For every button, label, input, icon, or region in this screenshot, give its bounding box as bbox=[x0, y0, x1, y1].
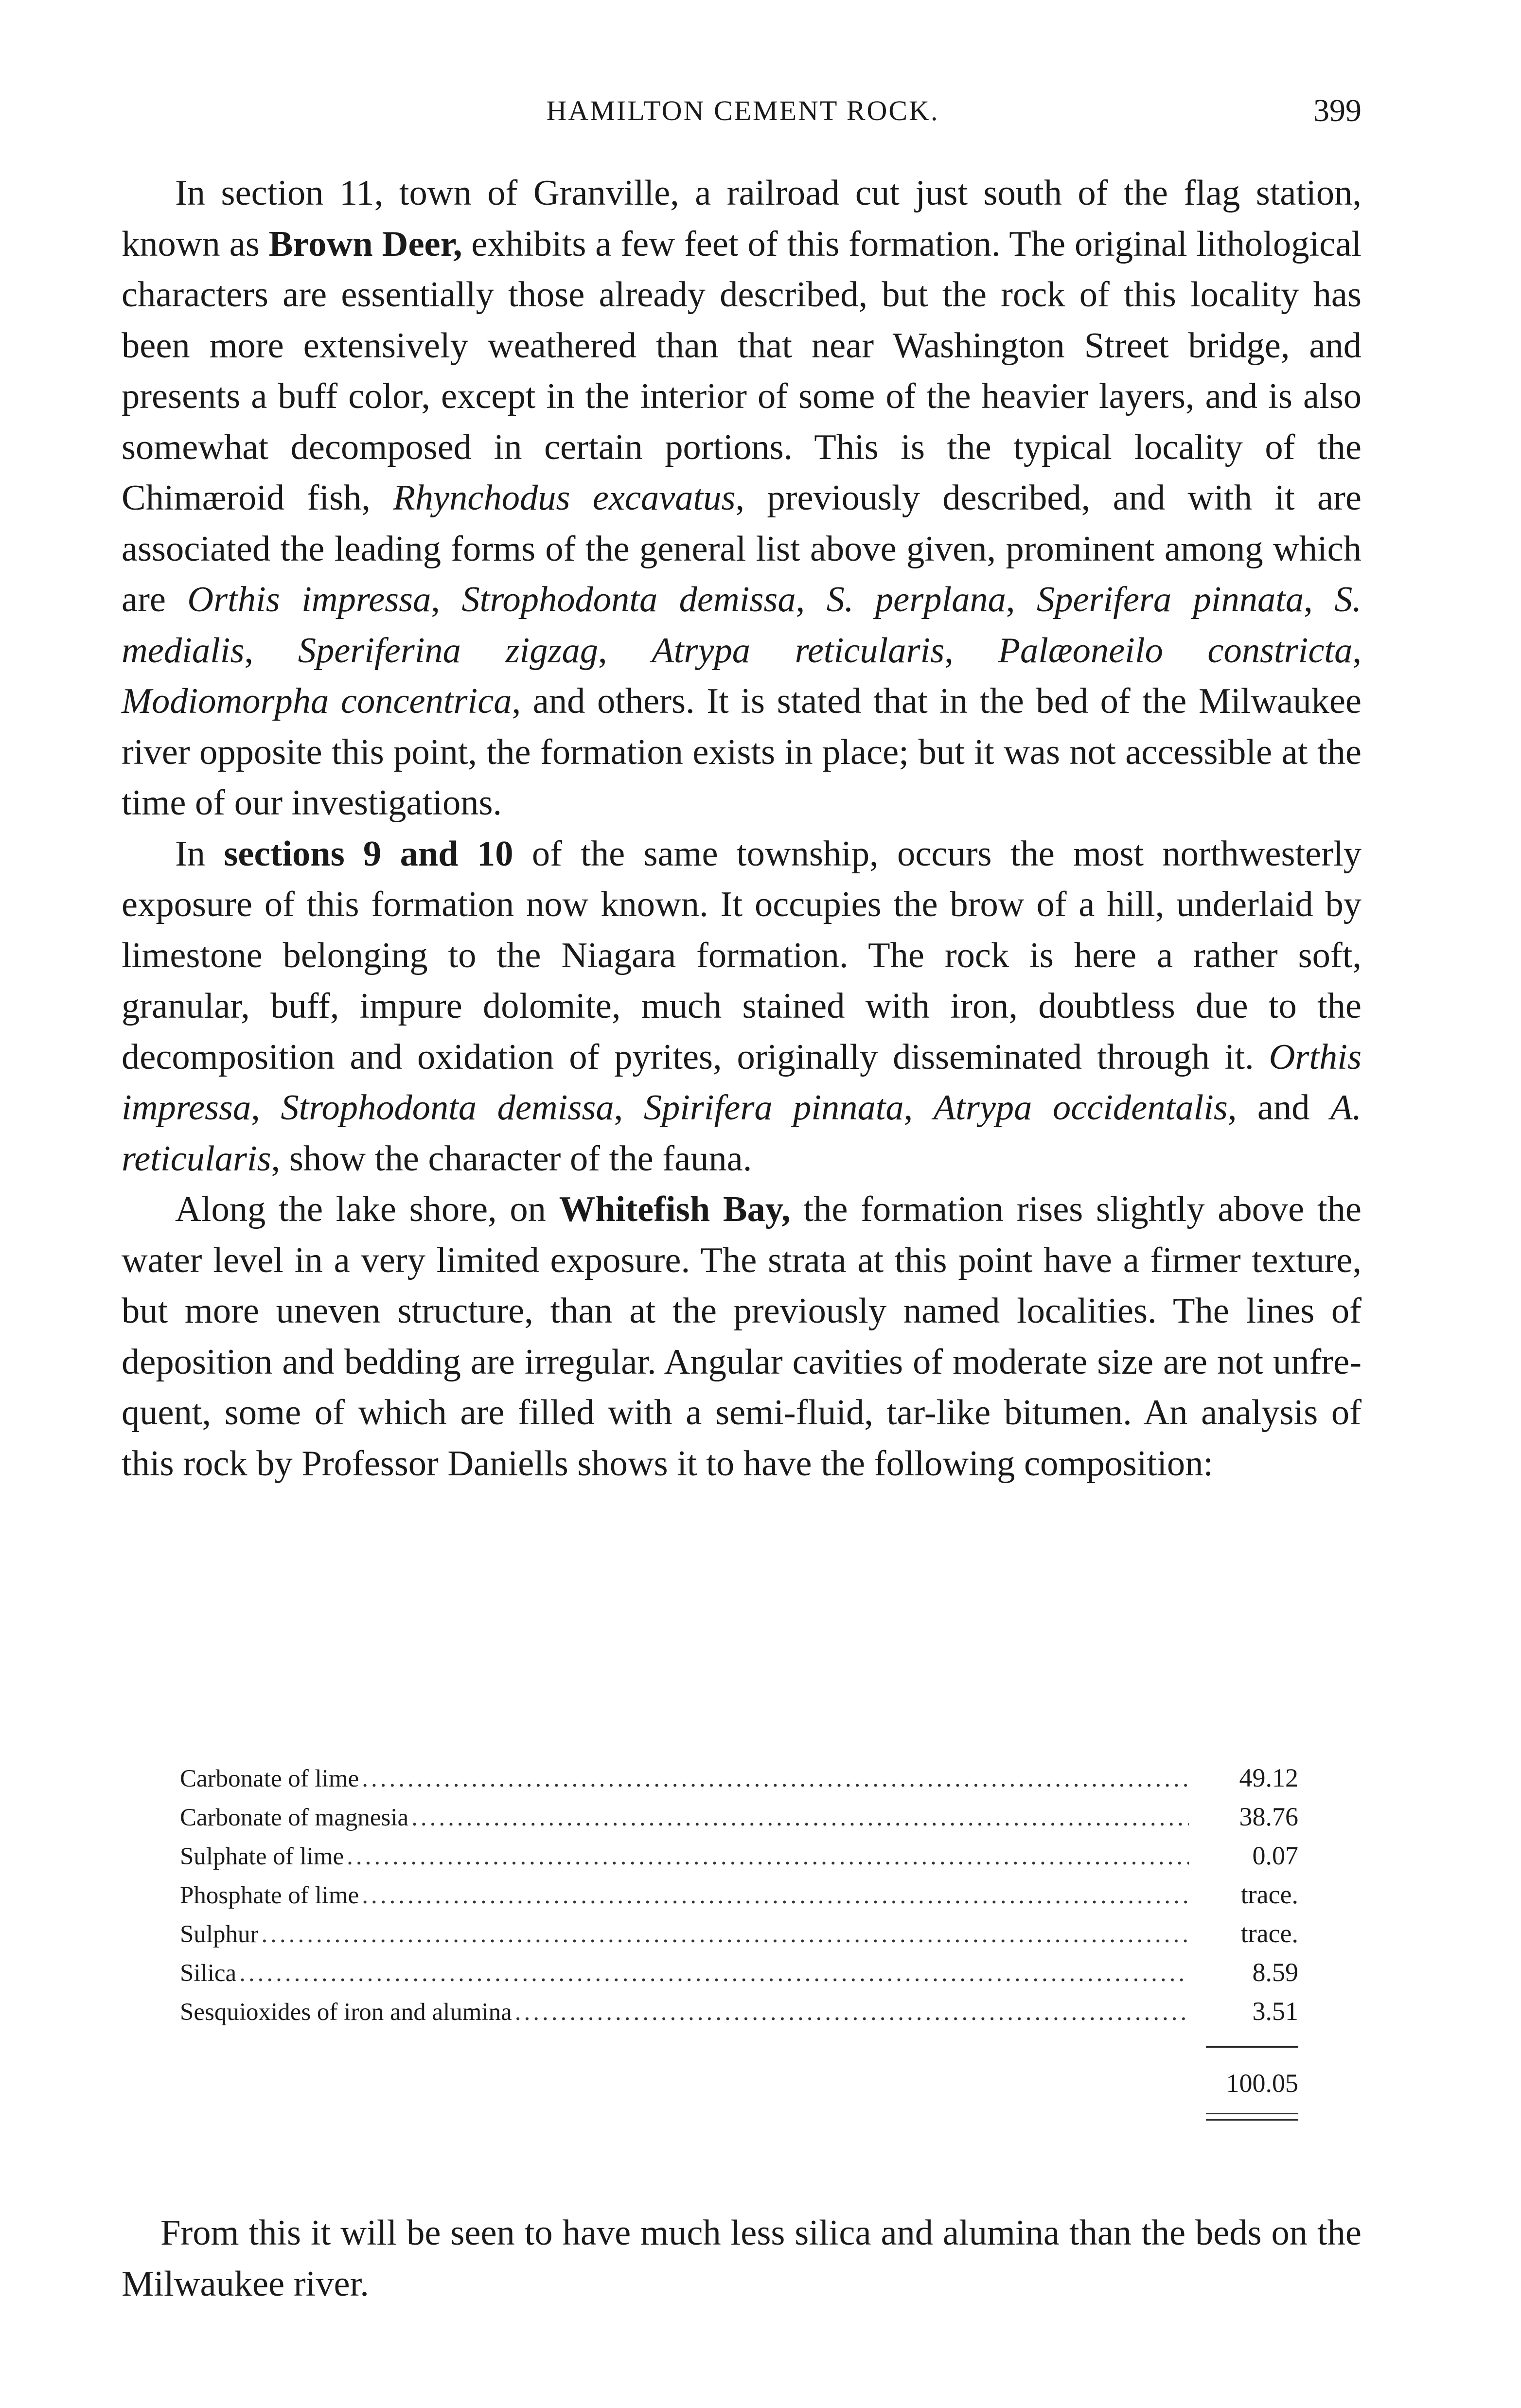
species-name: Atrypa reticularis bbox=[652, 630, 945, 671]
running-head bbox=[124, 88, 1362, 136]
composition-label: Phosphate of lime bbox=[180, 1882, 359, 1909]
text-run: , bbox=[1006, 580, 1037, 620]
composition-label: Sesquioxides of iron and alumina bbox=[180, 1999, 512, 2026]
species-name: Orthis impressa bbox=[187, 580, 431, 620]
composition-value: 0.07 bbox=[1252, 1841, 1298, 1870]
locality-name: sections 9 and 10 bbox=[224, 833, 513, 874]
text-run: Along the lake shore, on bbox=[175, 1189, 559, 1229]
composition-row bbox=[180, 1802, 1298, 1841]
closing-text: From this it will be seen to have much less silica and alumina than the beds on the Milwaukee river. bbox=[122, 2213, 1362, 2304]
text-run: , bbox=[796, 580, 827, 620]
text-run: , bbox=[1304, 580, 1335, 620]
text-run: In section 11, town of Granville, a railroad cut just south of the flag station, known as bbox=[122, 173, 1362, 264]
species-name: Strophodonta demissa bbox=[281, 1088, 614, 1128]
paragraph-whitefish-bay bbox=[122, 1184, 1362, 1489]
dot-leader bbox=[362, 1765, 1189, 1793]
species-name: Strophodonta demissa bbox=[461, 580, 796, 620]
species-name: Palæoneilo constricta bbox=[998, 630, 1353, 671]
dot-leader bbox=[411, 1804, 1189, 1832]
locality-name: Whitefish Bay, bbox=[559, 1189, 791, 1229]
composition-value: trace. bbox=[1240, 1880, 1298, 1909]
text-run: , and others. It is stated that in the bed of the Milwaukee river opposite this point, the formation exists in place; but it was not accessible at the time of our investigations. bbox=[122, 681, 1362, 823]
composition-value: 49.12 bbox=[1239, 1763, 1298, 1792]
double-rule bbox=[1206, 2113, 1298, 2121]
species-name: Speriferina zigzag bbox=[298, 630, 598, 671]
text-run: of the same township, occurs the most northwesterly exposure of this formation now known. It occupies the brow of a hill, underlaid by limestone belonging to the Niagara formation. The rock is here a rather soft, granular, buff, impure dolomite, much stained with iron, doubtless due to the decomposition and oxidation of pyrites, originally disseminated through it. bbox=[122, 833, 1362, 1077]
species-name: Rhynchodus excavatus bbox=[393, 478, 736, 518]
text-run: , bbox=[903, 1088, 934, 1128]
composition-row bbox=[180, 1841, 1298, 1879]
dot-leader bbox=[262, 1920, 1189, 1948]
composition-label: Sulphate of lime bbox=[180, 1843, 344, 1870]
species-name: Spirifera pinnata bbox=[643, 1088, 904, 1128]
species-name: A. reticularis bbox=[122, 1088, 1362, 1179]
dot-leader bbox=[362, 1881, 1189, 1910]
dot-leader bbox=[347, 1842, 1189, 1871]
species-name: S. medialis bbox=[122, 580, 1362, 671]
composition-total-row bbox=[180, 2048, 1298, 2110]
text-run: the formation rises slightly above the water level in a very limited exposure. The strata at this point have a firmer texture, but more uneven structure, than at the previously named localities. The lines of deposition and bedding are irregular. Angular cavities of moderate size are not unfrequent, some of which are filled with a semi-fluid, tar-like bitumen. An analysis of this rock by Professor Daniells shows it to have the following composition: bbox=[122, 1189, 1362, 1484]
text-run: , show the character of the fauna. bbox=[271, 1138, 752, 1179]
text-run: , and bbox=[1227, 1088, 1330, 1128]
species-name: S. perplana bbox=[826, 580, 1006, 620]
composition-row bbox=[180, 1918, 1298, 1957]
species-name: Atrypa occidentalis bbox=[933, 1088, 1228, 1128]
species-name: Modiomorpha concentrica bbox=[122, 681, 512, 721]
composition-value: trace. bbox=[1240, 1919, 1298, 1948]
page-number: 399 bbox=[1313, 93, 1362, 128]
text-run: , bbox=[251, 1088, 281, 1128]
composition-row bbox=[180, 1996, 1298, 2035]
closing-paragraph bbox=[122, 2208, 1362, 2309]
composition-row bbox=[180, 1957, 1298, 1996]
text-run: , bbox=[1352, 630, 1362, 671]
dot-leader bbox=[239, 1959, 1189, 1987]
composition-row bbox=[180, 1763, 1298, 1802]
composition-value: 38.76 bbox=[1239, 1802, 1298, 1831]
species-name: Orthis impressa bbox=[122, 1037, 1362, 1128]
composition-label: Sulphur bbox=[180, 1921, 259, 1948]
body-text bbox=[122, 168, 1362, 1489]
text-run: , bbox=[244, 630, 298, 671]
text-run: , previously described, and with it are associated the leading forms of the general list above given, prominent among which are bbox=[122, 478, 1362, 620]
composition-label: Carbonate of magnesia bbox=[180, 1804, 409, 1831]
text-run: , bbox=[614, 1088, 644, 1128]
composition-label: Carbonate of lime bbox=[180, 1765, 359, 1792]
paragraph-brown-deer bbox=[122, 168, 1362, 829]
composition-label: Silica bbox=[180, 1960, 237, 1987]
text-run: , bbox=[944, 630, 998, 671]
text-run: , bbox=[431, 580, 462, 620]
composition-table bbox=[180, 1763, 1298, 2121]
species-name: Sperifera pinnata bbox=[1036, 580, 1304, 620]
composition-row bbox=[180, 1879, 1298, 1918]
composition-value: 8.59 bbox=[1252, 1958, 1298, 1987]
text-run: exhibits a few feet of this formation. The original lithological characters are essentially those already described, but the rock of this locality has been more extensively weathered than that near Washington Street bridge, and presents a buff color, except in the interior of some of the heavier layers, and is also somewhat decomposed in certain portions. This is the typical locality of the Chimæroid fish, bbox=[122, 224, 1362, 518]
text-run: In bbox=[175, 833, 224, 874]
locality-name: Brown Deer, bbox=[268, 224, 462, 264]
dot-leader bbox=[515, 1998, 1189, 2026]
composition-value: 3.51 bbox=[1252, 1997, 1298, 2026]
paragraph-sections-9-10 bbox=[122, 829, 1362, 1185]
composition-total: 100.05 bbox=[1226, 2069, 1298, 2098]
running-title: HAMILTON CEMENT ROCK. bbox=[546, 95, 939, 126]
text-run: , bbox=[598, 630, 652, 671]
